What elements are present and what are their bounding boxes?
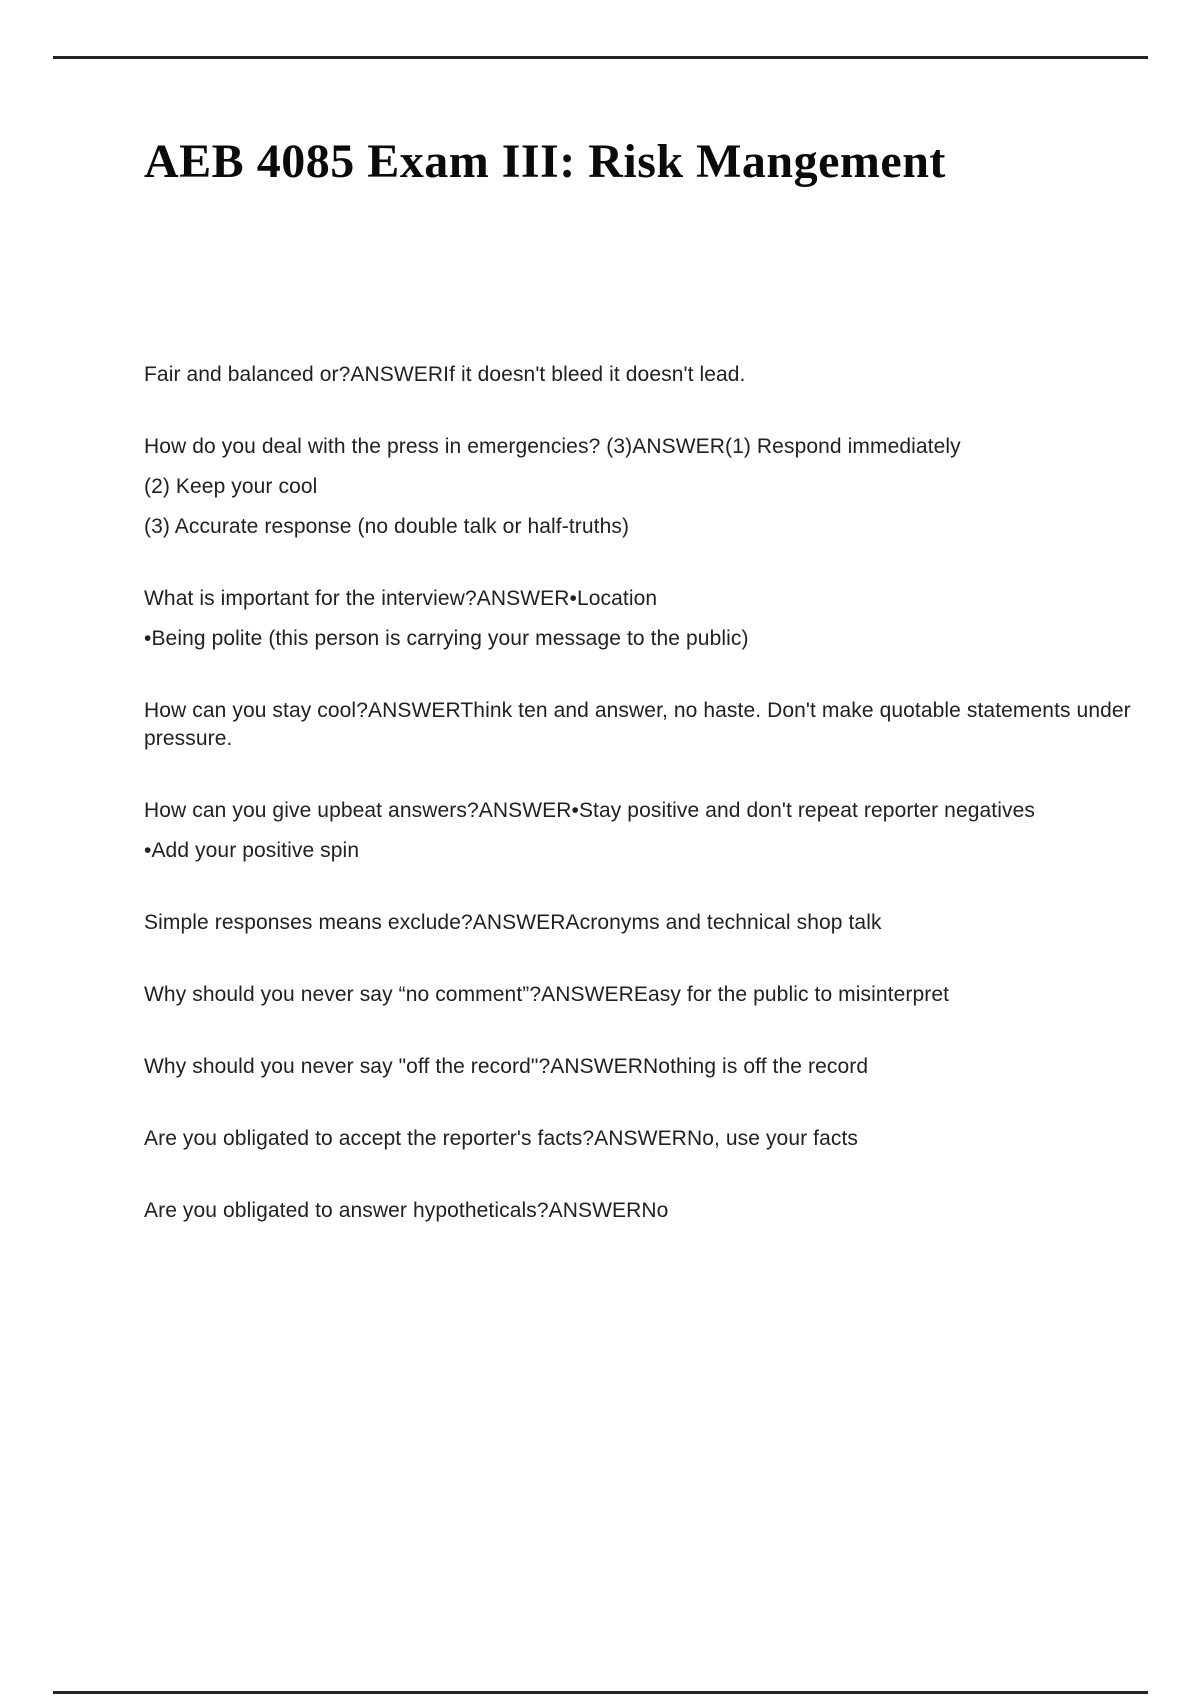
qa-paragraph: Are you obligated to accept the reporter's facts?ANSWERNo, use your facts (144, 1127, 858, 1150)
qa-block (144, 981, 1136, 1009)
qa-paragraph: Why should you never say “no comment”?ANSWEREasy for the public to misinterpret (144, 983, 950, 1006)
qa-block (144, 697, 1136, 753)
qa-block (144, 361, 1136, 389)
qa-block (144, 433, 1136, 541)
qa-paragraph: Why should you never say "off the record"?ANSWERNothing is off the record (144, 1055, 869, 1078)
bottom-rule (53, 1691, 1148, 1694)
qa-paragraph: •Add your positive spin (144, 839, 360, 862)
qa-paragraph: •Being polite (this person is carrying your message to the public) (144, 627, 749, 650)
qa-paragraph: How do you deal with the press in emergencies? (3)ANSWER(1) Respond immediately (144, 435, 961, 458)
qa-paragraph: Fair and balanced or?ANSWERIf it doesn't bleed it doesn't lead. (144, 363, 746, 386)
qa-block (144, 1197, 1136, 1225)
qa-paragraph: What is important for the interview?ANSWER•Location (144, 587, 658, 610)
qa-block (144, 1053, 1136, 1081)
qa-block (144, 797, 1136, 865)
qa-paragraph: How can you stay cool?ANSWERThink ten and answer, no haste. Don't make quotable statements under pressure. (144, 699, 1131, 750)
qa-block (144, 585, 1136, 653)
qa-paragraph: (2) Keep your cool (144, 475, 318, 498)
qa-paragraph: Simple responses means exclude?ANSWERAcronyms and technical shop talk (144, 911, 882, 934)
qa-block (144, 909, 1136, 937)
qa-paragraph: (3) Accurate response (no double talk or half-truths) (144, 515, 630, 538)
document-content (144, 0, 1136, 1269)
qa-paragraph: How can you give upbeat answers?ANSWER•Stay positive and don't repeat reporter negatives (144, 799, 1035, 822)
page-title: AEB 4085 Exam III: Risk Mangement (144, 135, 946, 188)
qa-block (144, 1125, 1136, 1153)
qa-paragraph: Are you obligated to answer hypotheticals?ANSWERNo (144, 1199, 669, 1222)
